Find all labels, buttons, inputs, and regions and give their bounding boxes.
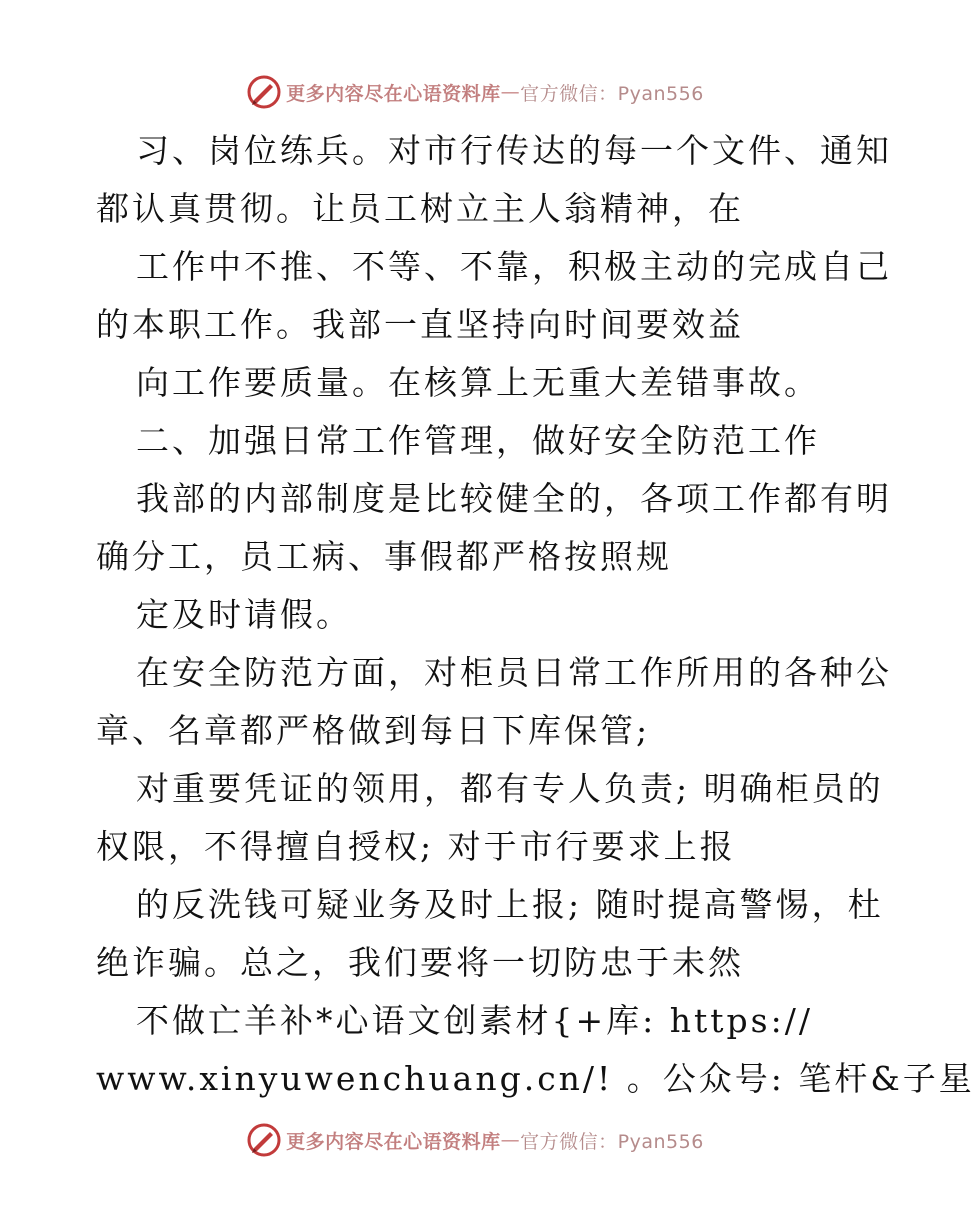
pen-logo-icon <box>246 1122 282 1158</box>
text-line: 章、名章都严格做到每日下库保管; <box>96 711 651 750</box>
header-watermark-banner <box>0 72 950 112</box>
text-line: 在安全防范方面，对柜员日常工作所用的各种公 <box>136 653 892 692</box>
text-line: 确分工，员工病、事假都严格按照规 <box>96 537 672 576</box>
text-line: 定及时请假。 <box>136 595 352 634</box>
text-line: 的反洗钱可疑业务及时上报; 随时提高警惕，杜 <box>136 885 884 924</box>
banner-site-text: 更多内容尽在心语资料库 <box>286 1130 501 1153</box>
banner-wechat-text: 官方微信：Pyan556 <box>520 82 704 105</box>
banner-site-text: 更多内容尽在心语资料库 <box>286 82 501 105</box>
text-line: 二、加强日常工作管理，做好安全防范工作 <box>136 421 820 460</box>
text-line: www.xinyuwenchuang.cn/! 。公众号: 笔杆&子星 <box>96 1059 975 1098</box>
text-line: 绝诈骗。总之，我们要将一切防忠于未然 <box>96 943 744 982</box>
text-line: 不做亡羊补*心语文创素材{+库: https:// <box>136 1001 813 1040</box>
banner-dash: — <box>500 81 521 103</box>
text-line: 习、岗位练兵。对市行传达的每一个文件、通知 <box>136 131 892 170</box>
banner-dash: — <box>500 1129 521 1151</box>
text-line: 都认真贯彻。让员工树立主人翁精神，在 <box>96 189 744 228</box>
footer-watermark-banner <box>0 1120 950 1160</box>
text-line: 权限，不得擅自授权; 对于市行要求上报 <box>96 827 736 866</box>
document-body <box>96 122 975 1108</box>
text-line: 的本职工作。我部一直坚持向时间要效益 <box>96 305 744 344</box>
text-line: 工作中不推、不等、不靠，积极主动的完成自己 <box>136 247 892 286</box>
text-line: 对重要凭证的领用，都有专人负责; 明确柜员的 <box>136 769 884 808</box>
text-line: 我部的内部制度是比较健全的，各项工作都有明 <box>136 479 892 518</box>
pen-logo-icon <box>246 74 282 110</box>
banner-wechat-text: 官方微信：Pyan556 <box>520 1130 704 1153</box>
text-line: 向工作要质量。在核算上无重大差错事故。 <box>136 363 820 402</box>
